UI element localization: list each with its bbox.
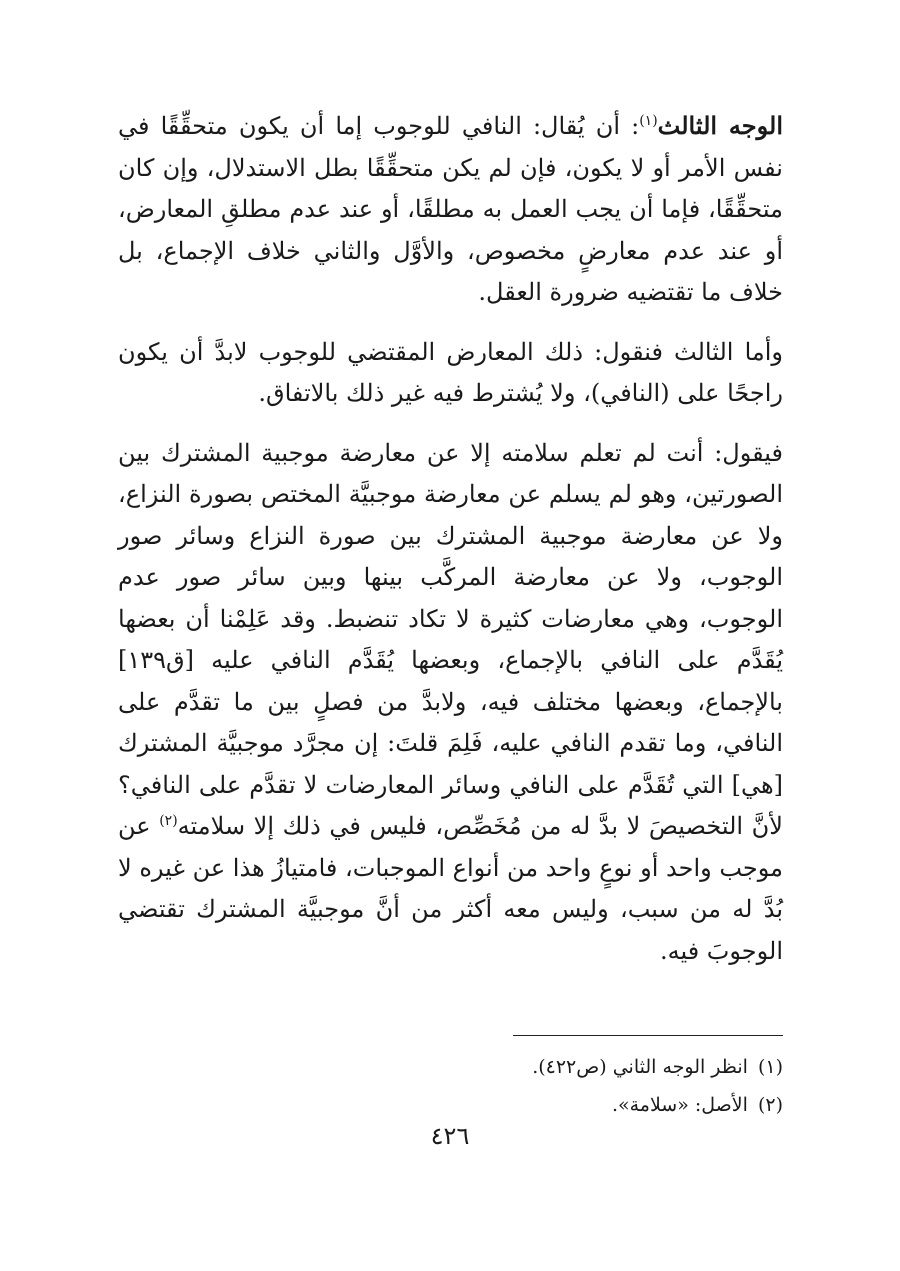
footnote-2-number: (٢) xyxy=(757,1094,783,1116)
paragraph-2 xyxy=(118,332,783,415)
footnote-2 xyxy=(390,1086,783,1124)
footnote-ref-2: (٢) xyxy=(159,813,178,829)
paragraph-3-text-after: عن موجب واحد أو نوعٍ واحد من أنواع الموجبات، فامتيازُ هذا عن غيره لا بُدَّ له من سبب، وليس معه أكثر من أنَّ موجبيَّة المشترك تقتضي الوجوبَ فيه. xyxy=(118,812,783,965)
footnote-1-text: انظر الوجه الثاني (ص٤٢٢). xyxy=(532,1056,748,1078)
footnotes xyxy=(390,1027,783,1124)
section-heading: الوجه الثالث xyxy=(657,111,783,140)
page-number: ٤٢٦ xyxy=(430,1122,470,1150)
paragraph-1-text: : أن يُقال: النافي للوجوب إما أن يكون متحقِّقًا في نفس الأمر أو لا يكون، فإن لم يكن متحقِّقًا بطل الاستدلال، وإن كان متحقِّقًا، فإما أن يجب العمل به مطلقًا، أو عند عدم مطلقِ المعارض، أو عند عدم معارضٍ مخصوص، والأوَّل والثاني خلاف الإجماع، بل خلاف ما تقتضيه ضرورة العقل. xyxy=(118,112,783,306)
paragraph-1 xyxy=(118,105,783,314)
paragraph-3 xyxy=(118,433,783,973)
paragraph-2-text: وأما الثالث فنقول: ذلك المعارض المقتضي للوجوب لابدَّ أن يكون راجحًا على (النافي)، ولا يُشترط فيه غير ذلك بالاتفاق. xyxy=(118,337,784,407)
footnote-1 xyxy=(390,1048,783,1086)
footnote-2-text: الأصل: «سلامة». xyxy=(611,1094,748,1116)
page-body xyxy=(118,105,783,990)
paragraph-3-text-before: فيقول: أنت لم تعلم سلامته إلا عن معارضة موجبية المشترك بين الصورتين، وهو لم يسلم عن معارضة موجبيَّة المختص بصورة النزاع، ولا عن معارضة موجبية المشترك بين صورة النزاع وسائر صور الوجوب، ولا عن معارضة المركَّب بينها وبين سائر صور عدم الوجوب، وهي معارضات كثيرة لا تكاد تنضبط. وقد عَلِمْنا أن بعضها يُقَدَّم على النافي بالإجماع، وبعضها يُقَدَّم النافي عليه [ق١٣٩] بالإجماع، وبعضها مختلف فيه، ولابدَّ من فصلٍ بين ما تقدَّم على النافي، وما تقدم النافي عليه، فَلِمَ قلتَ: إن مجرَّد موجبيَّة المشترك [هي] التي تُقَدَّم على النافي وسائر المعارضات لا تقدَّم على النافي؟ لأنَّ التخصيصَ لا بدَّ له من مُخَصِّص، فليس في ذلك إلا سلامته xyxy=(118,438,784,840)
footnote-divider xyxy=(513,1035,783,1036)
footnote-ref-1: (١) xyxy=(639,113,658,129)
footnote-1-number: (١) xyxy=(757,1056,783,1078)
